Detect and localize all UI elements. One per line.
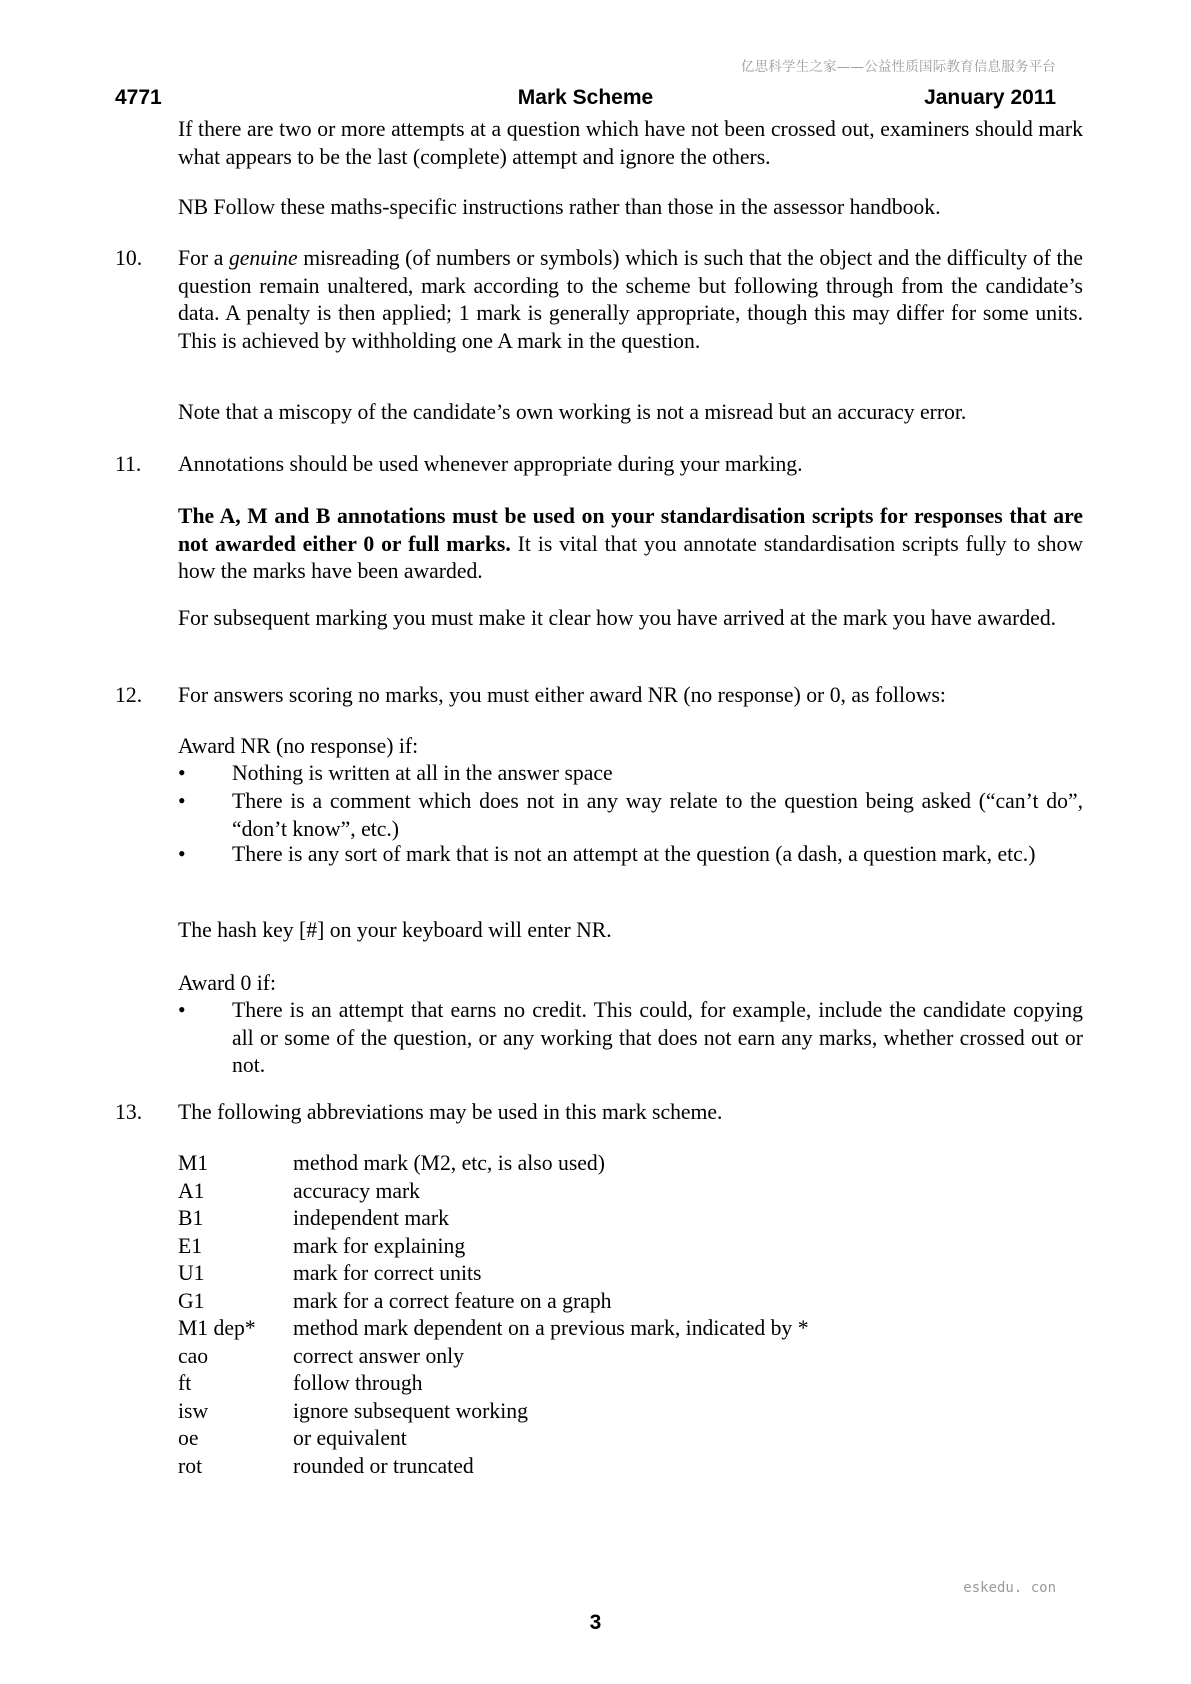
abbreviation-key: M1 bbox=[178, 1151, 209, 1175]
abbreviation-key: U1 bbox=[178, 1261, 205, 1285]
bullet-icon: • bbox=[178, 761, 186, 785]
abbreviation-key: B1 bbox=[178, 1206, 204, 1230]
item-12-paragraph-1: For answers scoring no marks, you must either award NR (no response) or 0, as follows: bbox=[178, 683, 946, 707]
item-10-italic: genuine bbox=[228, 246, 298, 270]
item-10-lead: For a bbox=[178, 246, 229, 270]
intro-paragraph-1: If there are two or more attempts at a question which have not been crossed out, examiners should mark what appears to be the last (complete) attempt and ignore the others. bbox=[178, 117, 1083, 169]
bullet-icon: • bbox=[178, 842, 186, 866]
item-13-paragraph-1: The following abbreviations may be used in this mark scheme. bbox=[178, 1100, 723, 1124]
bottom-watermark: eskedu. con bbox=[963, 1580, 1056, 1596]
abbreviation-value: mark for a correct feature on a graph bbox=[293, 1288, 612, 1313]
nr-bullet-item bbox=[178, 760, 1083, 788]
item-13-number: 13. bbox=[115, 1100, 143, 1124]
zero-bullet-text: There is an attempt that earns no credit. This could, for example, include the candidate copying all or some of the question, or any working that does not earn any marks, whether crossed out or not. bbox=[232, 998, 1083, 1077]
item-10-number: 10. bbox=[115, 246, 143, 270]
nr-heading: Award NR (no response) if: bbox=[178, 734, 419, 758]
abbreviation-value: independent mark bbox=[293, 1206, 449, 1230]
abbreviation-key: G1 bbox=[178, 1288, 205, 1313]
item-12-number: 12. bbox=[115, 683, 143, 707]
nr-bullet-text: There is any sort of mark that is not an attempt at the question (a dash, a question mark, etc.) bbox=[232, 842, 1036, 866]
bullet-icon: • bbox=[178, 789, 186, 813]
abbreviation-value: mark for correct units bbox=[293, 1261, 482, 1285]
header-date: January 2011 bbox=[924, 86, 1056, 109]
nr-bullet-text: Nothing is written at all in the answer space bbox=[232, 761, 613, 785]
item-11-paragraph-2 bbox=[178, 503, 1083, 586]
abbreviation-value: accuracy mark bbox=[293, 1178, 421, 1203]
abbreviation-value: mark for explaining bbox=[293, 1233, 466, 1258]
abbreviation-value: method mark dependent on a previous mark, indicated by * bbox=[293, 1316, 809, 1340]
item-11-rest-text: It is vital that you annotate standardisation scripts fully to show how the marks have been awarded. bbox=[178, 531, 1083, 583]
abbreviation-value: correct answer only bbox=[293, 1343, 465, 1368]
nr-bullet-text: There is a comment which does not in any way relate to the question being asked (“can’t do”, “don’t know”, etc.) bbox=[232, 789, 1083, 841]
page-header bbox=[115, 86, 1056, 112]
item-10-note: Note that a miscopy of the candidate’s own working is not a misread but an accuracy error. bbox=[178, 400, 967, 424]
nr-bullet-item bbox=[178, 841, 1083, 869]
page-number: 3 bbox=[589, 1611, 602, 1634]
item-11-bold-text: The A, M and B annotations must be used on your standardisation scripts for responses that are not awarded either 0 or full marks. bbox=[178, 504, 1083, 556]
abbreviation-value: method mark (M2, etc, is also used) bbox=[293, 1151, 605, 1175]
intro-paragraph-2: NB Follow these maths-specific instructions rather than those in the assessor handbook. bbox=[178, 195, 941, 219]
abbreviation-value: or equivalent bbox=[293, 1426, 407, 1450]
item-10-body: misreading (of numbers or symbols) which is such that the object and the difficulty of the question remain unaltered, mark according to the scheme but following through from the candidate’s data. A penalty is then applied; 1 mark is generally appropriate, though this may differ for some units. This is achieved by withholding one A mark in the question. bbox=[178, 246, 1083, 353]
abbreviation-value: rounded or truncated bbox=[293, 1453, 474, 1478]
abbreviation-key: oe bbox=[178, 1426, 199, 1450]
zero-heading: Award 0 if: bbox=[178, 971, 276, 995]
abbreviation-key: isw bbox=[178, 1398, 209, 1423]
abbreviation-key: rot bbox=[178, 1453, 203, 1478]
abbreviation-key: ft bbox=[178, 1371, 192, 1395]
zero-bullet-item bbox=[178, 997, 1083, 1080]
item-11-paragraph-3: For subsequent marking you must make it clear how you have arrived at the mark you have awarded. bbox=[178, 606, 1057, 630]
bullet-icon: • bbox=[178, 998, 186, 1022]
item-11-paragraph-1: Annotations should be used whenever appropriate during your marking. bbox=[178, 452, 803, 476]
nr-bullet-item bbox=[178, 788, 1083, 843]
abbreviation-key: A1 bbox=[178, 1178, 205, 1203]
hash-key-note: The hash key [#] on your keyboard will enter NR. bbox=[178, 918, 612, 942]
item-11-number: 11. bbox=[115, 452, 142, 476]
top-watermark: 亿思科学生之家——公益性质国际教育信息服务平台 bbox=[740, 59, 1056, 75]
item-10-text bbox=[178, 245, 1083, 355]
abbreviation-value: ignore subsequent working bbox=[293, 1398, 528, 1423]
abbreviation-key: M1 dep* bbox=[178, 1316, 256, 1340]
abbreviation-key: E1 bbox=[178, 1233, 203, 1258]
abbreviation-value: follow through bbox=[293, 1371, 423, 1395]
header-code: 4771 bbox=[115, 86, 162, 109]
header-title: Mark Scheme bbox=[517, 86, 654, 109]
abbreviation-key: cao bbox=[178, 1343, 209, 1368]
